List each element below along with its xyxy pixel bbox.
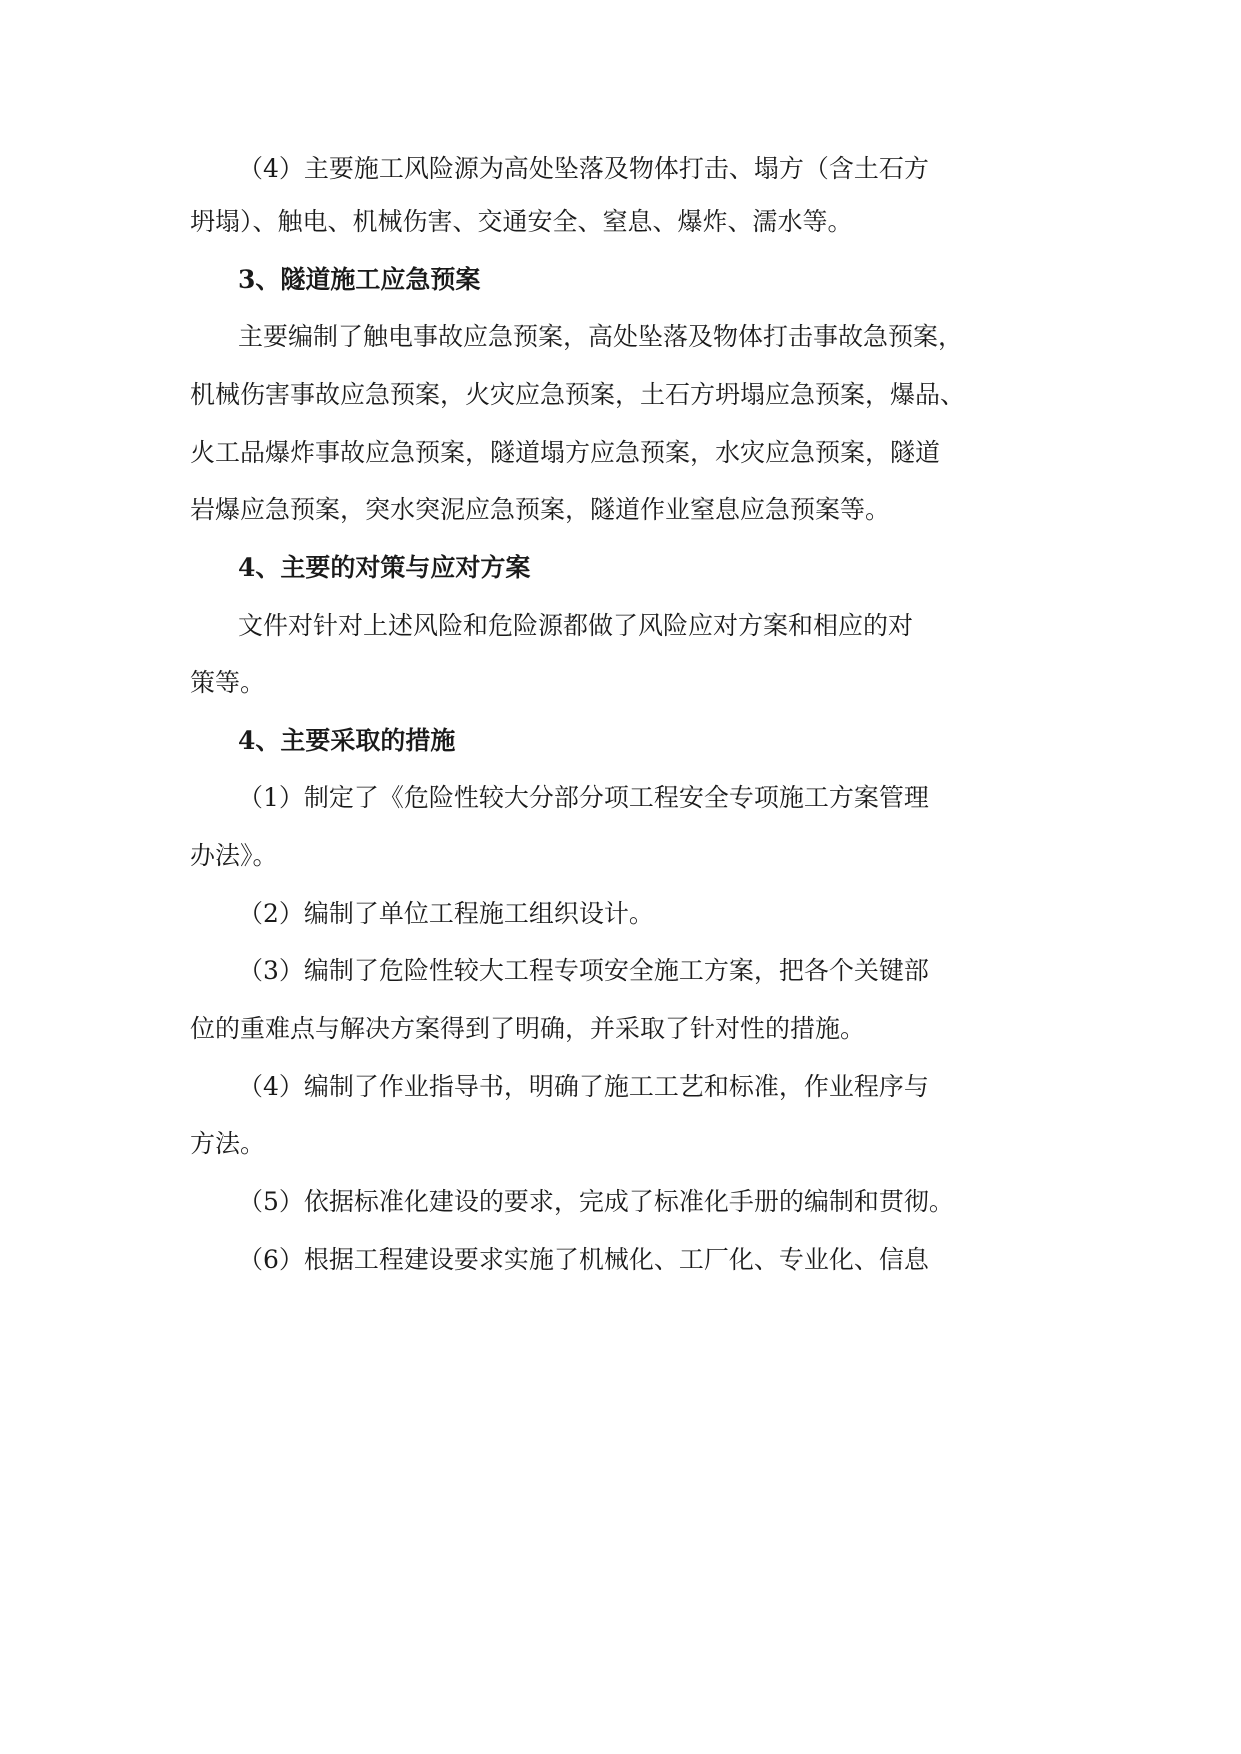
paragraph-line: （4）主要施工风险源为高处坠落及物体打击、塌方（含土石方 xyxy=(238,154,929,183)
paragraph-line: （1）制定了《危险性较大分部分项工程安全专项施工方案管理 xyxy=(238,783,929,812)
paragraph-line: 办法》。 xyxy=(190,841,278,870)
paragraph-line: （4）编制了作业指导书，明确了施工工艺和标准，作业程序与 xyxy=(238,1072,929,1101)
paragraph-line: （2）编制了单位工程施工组织设计。 xyxy=(238,899,654,928)
paragraph-line: 坍塌）、触电、机械伤害、交通安全、窒息、爆炸、濡水等。 xyxy=(190,207,853,236)
paragraph-line: 岩爆应急预案，突水突泥应急预案，隧道作业窒息应急预案等。 xyxy=(190,495,891,524)
paragraph-line: 主要编制了触电事故应急预案，高处坠落及物体打击事故急预案， xyxy=(238,322,964,351)
paragraph-line: 位的重难点与解决方案得到了明确，并采取了针对性的措施。 xyxy=(190,1014,866,1043)
section-heading: 4、主要的对策与应对方案 xyxy=(238,553,531,582)
paragraph-line: 策等。 xyxy=(190,668,266,697)
paragraph-line: 火工品爆炸事故应急预案，隧道塌方应急预案，水灾应急预案，隧道 xyxy=(190,438,941,467)
paragraph-line: （6）根据工程建设要求实施了机械化、工厂化、专业化、信息 xyxy=(238,1245,929,1274)
paragraph-line: 文件对针对上述风险和危险源都做了风险应对方案和相应的对 xyxy=(238,611,914,640)
section-heading: 3、隧道施工应急预案 xyxy=(238,265,481,294)
paragraph-line: （5）依据标准化建设的要求，完成了标准化手册的编制和贯彻。 xyxy=(238,1187,954,1216)
section-heading: 4、主要采取的措施 xyxy=(238,726,456,755)
paragraph-line: 方法。 xyxy=(190,1129,266,1158)
paragraph-line: 机械伤害事故应急预案，火灾应急预案，土石方坍塌应急预案，爆品、 xyxy=(190,380,966,409)
paragraph-line: （3）编制了危险性较大工程专项安全施工方案，把各个关键部 xyxy=(238,956,929,985)
